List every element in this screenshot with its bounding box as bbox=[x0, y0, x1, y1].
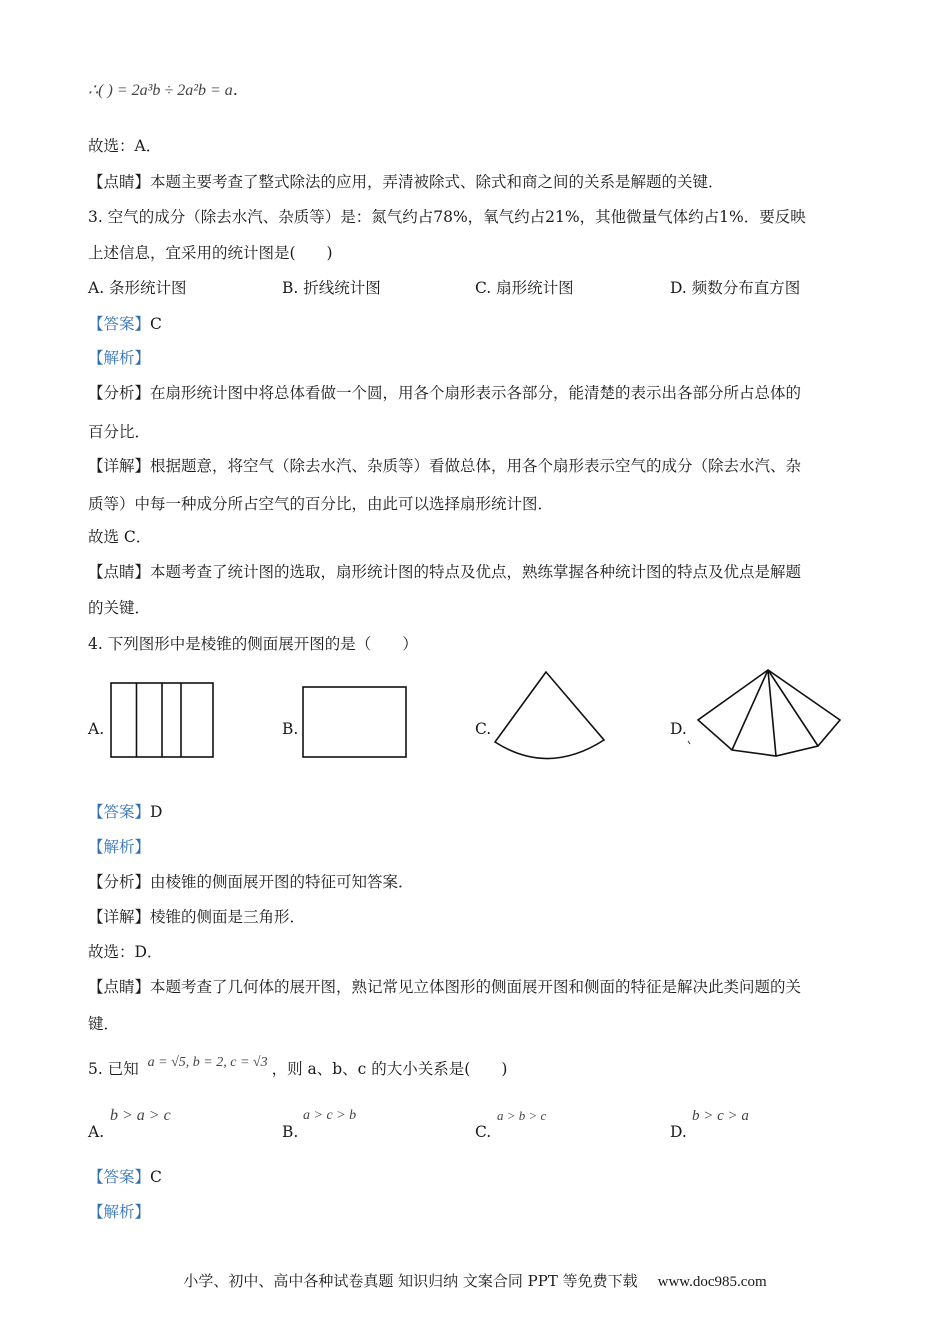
footer-site-link[interactable]: www.doc985.com bbox=[657, 1274, 767, 1290]
answer-tag: 【答案】 bbox=[88, 803, 151, 821]
q3-option-d: D. 频数分布直方图 bbox=[670, 279, 801, 297]
q4-figure-c-sector bbox=[492, 668, 608, 764]
q4-figure-a-rectangles bbox=[108, 680, 218, 762]
q4-analysis-tag: 【解析】 bbox=[88, 838, 151, 856]
q5-option-a-math: b > a > c bbox=[110, 1107, 171, 1124]
answer-value: C bbox=[150, 315, 162, 333]
q5-option-d-label: D. bbox=[670, 1123, 687, 1141]
q5-stem bbox=[88, 1057, 870, 1083]
answer-value: C bbox=[150, 1168, 162, 1186]
q4-option-d-label: D. bbox=[670, 720, 687, 738]
answer-value: D bbox=[150, 803, 163, 821]
q5-answer-line bbox=[88, 1165, 870, 1189]
q3-option-b: B. 折线统计图 bbox=[282, 279, 381, 297]
fenxi-text: 在扇形统计图中将总体看做一个圆，用各个扇形表示各部分，能清楚的表示出各部分所占总体的 bbox=[150, 384, 802, 402]
q3-analysis-tag: 【解析】 bbox=[88, 349, 151, 367]
q4-figure-b-rectangle bbox=[300, 684, 410, 760]
q4-stem: 4. 下列图形中是棱锥的侧面展开图的是（ ） bbox=[88, 635, 418, 653]
formula-period: . bbox=[232, 81, 238, 99]
q3-option-c: C. 扇形统计图 bbox=[475, 279, 574, 297]
q5-analysis-tag: 【解析】 bbox=[88, 1203, 151, 1221]
answer-tag: 【答案】 bbox=[88, 315, 151, 333]
q5-option-b-label: B. bbox=[282, 1123, 299, 1141]
fenxi-text: 由棱锥的侧面展开图的特征可知答案． bbox=[150, 873, 414, 891]
q3-detail-line2: 质等）中每一种成分所占空气的百分比，由此可以选择扇形统计图． bbox=[88, 495, 554, 513]
q5-option-b-math: a > c > b bbox=[303, 1108, 357, 1123]
detail-tag: 【详解】 bbox=[88, 457, 151, 475]
detail-tag: 【详解】 bbox=[88, 908, 151, 926]
detail-text: 棱锥的侧面是三角形． bbox=[150, 908, 306, 926]
q3-stem-line2: 上述信息，宜采用的统计图是( ) bbox=[88, 244, 333, 262]
comment-tag: 【点睛】 bbox=[88, 978, 151, 996]
fenxi-tag: 【分析】 bbox=[88, 873, 151, 891]
q4-option-b-label: B. bbox=[282, 720, 299, 738]
comment-tag: 【点睛】 bbox=[88, 563, 151, 581]
q5-option-d-math: b > c > a bbox=[692, 1108, 749, 1124]
comment-line bbox=[88, 170, 870, 194]
q3-fenxi-line2: 百分比． bbox=[88, 423, 151, 441]
formula: ∴( ) = 2a³b ÷ 2a²b = a bbox=[88, 82, 233, 99]
answer-tag: 【答案】 bbox=[88, 1168, 151, 1186]
q4-detail-line bbox=[88, 905, 870, 929]
q5-option-c-label: C. bbox=[475, 1123, 492, 1141]
comment-text: 本题考查了统计图的选取，扇形统计图的特点及优点，熟练掌握各种统计图的特点及优点是解题 bbox=[150, 563, 802, 581]
q3-option-a: A. 条形统计图 bbox=[88, 279, 187, 297]
q3-choice: 故选 C． bbox=[88, 528, 152, 546]
footer-text: 小学、初中、高中各种试卷真题 知识归纳 文案合同 PPT 等免费下载 bbox=[183, 1272, 638, 1290]
comment-text: 本题主要考查了整式除法的应用，弄清被除式、除式和商之间的关系是解题的关键． bbox=[150, 173, 724, 191]
q3-answer-line bbox=[88, 312, 870, 336]
page-footer bbox=[0, 1270, 950, 1291]
comment-text: 本题考查了几何体的展开图，熟记常见立体图形的侧面展开图和侧面的特征是解决此类问题的关 bbox=[150, 978, 802, 996]
q4-comment-line2: 键． bbox=[88, 1015, 120, 1033]
q4-answer-line bbox=[88, 800, 870, 824]
q3-comment-line2: 的关键． bbox=[88, 599, 151, 617]
q4-option-a-label: A. bbox=[88, 720, 105, 738]
q4-comment-line1 bbox=[88, 975, 870, 999]
q5-stem-math: a = √5, b = 2, c = √3 bbox=[147, 1055, 268, 1070]
fenxi-tag: 【分析】 bbox=[88, 384, 151, 402]
q4-fenxi-line bbox=[88, 870, 870, 894]
detail-text: 根据题意，将空气（除去水汽、杂质等）看做总体，用各个扇形表示空气的成分（除去水汽、杂 bbox=[150, 457, 802, 475]
q4-option-c-label: C. bbox=[475, 720, 492, 738]
choice-line: 故选：A． bbox=[88, 137, 162, 155]
comment-tag: 【点睛】 bbox=[88, 173, 151, 191]
q3-detail-line1 bbox=[88, 454, 870, 478]
q5-option-c-math: a > b > c bbox=[497, 1108, 547, 1123]
formula-line bbox=[88, 78, 870, 103]
q4-figure-d-pyramid-net bbox=[684, 666, 844, 766]
q5-option-a-label: A. bbox=[88, 1123, 105, 1141]
q5-stem-prefix: 5. 已知 bbox=[88, 1060, 139, 1078]
q5-stem-suffix: ，则 a、b、c 的大小关系是( ) bbox=[271, 1060, 508, 1078]
q3-comment-line1 bbox=[88, 560, 870, 584]
q3-fenxi-line1 bbox=[88, 381, 870, 405]
q4-choice: 故选：D． bbox=[88, 943, 163, 961]
q3-stem-line1: 3. 空气的成分（除去水汽、杂质等）是：氮气约占78%，氧气约占21%，其他微量气体约占1%．要反映 bbox=[88, 208, 806, 226]
